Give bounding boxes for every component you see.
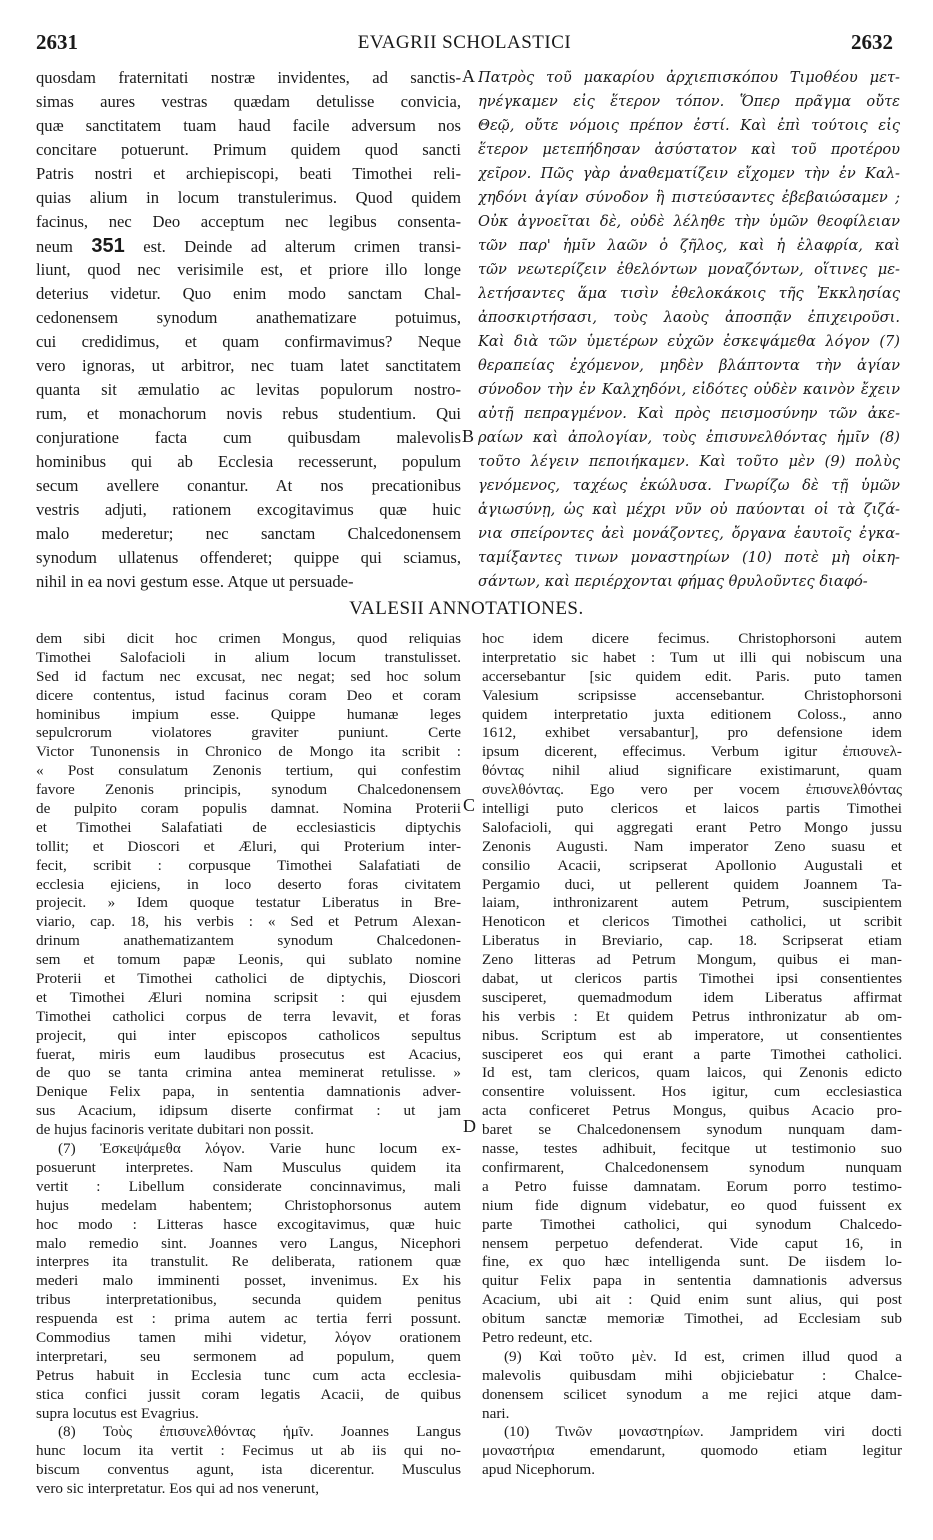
note-line: hunc locum ita vertit : Fecimus ut ab iis qui no- bbox=[36, 1442, 461, 1460]
note-line: quidem interpretatio juxta editionem Coloss., anno bbox=[482, 705, 902, 723]
note-line: interpretari, seu sermonem ad populum, quem bbox=[36, 1347, 461, 1365]
greek-text-line: λετήσαντες ἅμα τισὶν ἐθελοκάκοις τῆς Ἐκκλησίας bbox=[478, 285, 900, 302]
note-line: supra locutus est Evagrius. bbox=[36, 1404, 199, 1422]
notes-right-column bbox=[482, 630, 902, 1480]
greek-text-line: αὐτῇ πεπραγμένον. Καὶ πρὸς πεισμοσύνην τῶν ἀκε- bbox=[478, 405, 900, 422]
note-line: (10) Τινῶν μοναστηρίων. Jampridem viri docti bbox=[504, 1423, 902, 1441]
latin-text-line: Patris nostri et archiepiscopi, beati Timothei reli- bbox=[36, 164, 461, 183]
note-line: intelligi puto clericos et laicos partis Timothei bbox=[482, 800, 902, 818]
note-line: Zeno litteras ad Petrum Mongum, quibus ei man- bbox=[482, 951, 902, 969]
note-line: θόντας nihil aliud significare existimarunt, quam bbox=[482, 762, 902, 780]
note-line: fecit, scribit : corpusque Timothei Salafatiati de bbox=[36, 856, 461, 874]
note-line: (7) Ἐσκεψάμεθα λόγον. Varie hunc locum ex- bbox=[58, 1140, 461, 1158]
latin-text-line: cui credidimus, et quam confirmavimus? Neque bbox=[36, 332, 461, 351]
note-line: Timothei Salofacioli in alium locum transtulisset. bbox=[36, 648, 461, 666]
greek-text-line: χεῖρον. Πῶς γὰρ ἀναθεματίζειν εἴχομεν τὴν ἐν Καλ- bbox=[478, 165, 900, 182]
greek-text-column bbox=[478, 66, 900, 594]
note-line: hominibus impium esse. Quippe humanæ leges bbox=[36, 705, 461, 723]
note-line: respuenda est : prima autem ac tertia ferri possunt. bbox=[36, 1310, 461, 1328]
note-line: Timothei catholici corpus de terra levavit, et foras bbox=[36, 1007, 461, 1025]
note-line: projecit, qui inter episcopos catholicos sepultus bbox=[36, 1026, 461, 1044]
greek-text-line: ηνέγκαμεν εἰς ἕτερον τόπον. Ὅπερ πρᾶγμα οὔτε bbox=[478, 93, 900, 110]
note-line: acta conficeret Petrus Mongus, quibus Acacio pro- bbox=[482, 1102, 902, 1120]
greek-text-line: Θεῷ, οὔτε νόμοις πρέπον ἐστί. Καὶ ἐπὶ τούτοις εἰς bbox=[478, 117, 900, 134]
note-line: mederi malo imminenti posset, invenimus. Ex his bbox=[36, 1272, 461, 1290]
notes-left-column bbox=[36, 630, 461, 1499]
greek-text-line: γενόμενος, ταχέως ἐκώλυσα. Γνωρίζω δὲ τῇ ὑμῶν bbox=[478, 477, 900, 494]
greek-text-line: σάντων, καὶ περιέρχονται φήμας θρυλοῦντες διαφό- bbox=[478, 573, 868, 590]
note-line: quitur Felix papa in sententia damnationis adversus bbox=[482, 1272, 902, 1290]
latin-text-line: vero ignoras, ut arbitror, nec tuam latet sanctitatem bbox=[36, 356, 461, 375]
note-line: « Post consulatum Zenonis tertium, qui confestim bbox=[36, 762, 461, 780]
note-line: dabat, ut clericos partis Timothei ipsi consentientes bbox=[482, 970, 902, 988]
greek-text-line: Πατρὸς τοῦ μακαρίου ἀρχιεπισκόπου Τιμοθέου μετ- bbox=[478, 69, 900, 86]
latin-text-line: rum, et monachorum novis rebus studentium. Qui bbox=[36, 404, 461, 423]
note-line: donensem scilicet synodum a me rejici atque dam- bbox=[482, 1385, 902, 1403]
note-line: Zenonis Augusti. Nam imperator Zeno suasu et bbox=[482, 837, 902, 855]
note-line: (8) Τοὺς ἐπισυνελθόντας ἡμῖν. Joannes Langus bbox=[58, 1423, 461, 1441]
note-line: malo remedio sint. Joannes vero Langus, Nicephori bbox=[36, 1234, 461, 1252]
greek-text-line: σύνοδον τὴν ἐν Καλχηδόνι, εἰδότες οὐδὲν καινὸν ἔχειν bbox=[478, 381, 900, 398]
note-line: stica confici jussit coram legatis Acacii, de quibus bbox=[36, 1385, 461, 1403]
note-line: interpretatio sic habet : Tum ut illi qui nobiscum una bbox=[482, 648, 902, 666]
note-line: et Timothei Salafatiati de ecclesiasticis diptychis bbox=[36, 818, 461, 836]
note-line: Petrus habuit in Ecclesia tunc cum acta ecclesia- bbox=[36, 1366, 461, 1384]
greek-text-line: νια σπείροντες ἀεὶ μονάζοντες, ὄργανα ἑαυτοῖς ἐγκα- bbox=[478, 525, 900, 542]
note-line: susciperet, quemadmodum idem Liberatus affirmat bbox=[482, 988, 902, 1006]
note-line: Petro redeunt, etc. bbox=[482, 1328, 593, 1346]
note-line: de hujus facinoris veritate dubitari non possit. bbox=[36, 1121, 314, 1139]
latin-text-line: hominibus qui ab Ecclesia recesserunt, populum bbox=[36, 452, 461, 471]
column-number-left: 2631 bbox=[36, 30, 78, 54]
note-line: drinum anathematizantem synodum Chalcedonen- bbox=[36, 932, 461, 950]
latin-text-line: vestris adjuti, rationem excogitavimus quæ huic bbox=[36, 500, 461, 519]
latin-text-line: simas aures vestras quædam detulisse convicia, bbox=[36, 92, 461, 111]
note-line: Sed id factum nec excusat, nec negat; sed hoc solum bbox=[36, 667, 461, 685]
note-line: nasse, testes adhibuit, fecitque ut testimonio suo bbox=[482, 1140, 902, 1158]
note-line: Commodius tamen mihi videtur, λόγον orationem bbox=[36, 1328, 461, 1346]
note-line: ecclesia ejiciens, in loco deserto foras civitatem bbox=[36, 875, 461, 893]
note-line: Victor Tunonensis in Chronico de Mongo ita scribit : bbox=[36, 743, 461, 761]
note-line: sem et tomum papæ Leonis, qui sublato nomine bbox=[36, 951, 461, 969]
margin-letter-a: A bbox=[462, 66, 475, 86]
latin-text-line: liunt, quod nec verisimile est, et priore illo longe bbox=[36, 260, 461, 279]
note-line: confirmarent, Chalcedonensem synodum nunquam bbox=[482, 1158, 902, 1176]
note-line: consilio Acacii, scripserat Apollonio Augustali et bbox=[482, 856, 902, 874]
note-line: sepulcrorum violatores graviter puniunt. Certe bbox=[36, 724, 461, 742]
latin-text-line: quias alium in locum transtulerimus. Quod quidem bbox=[36, 188, 461, 207]
latin-text-line: nihil in ea novi gestum esse. Atque ut persuade- bbox=[36, 572, 354, 591]
margin-letter-b: B bbox=[462, 426, 475, 446]
note-line: Salofacioli, qui aggregati erant Petro Mongo jussu bbox=[482, 818, 902, 836]
note-line: parte Timothei catholici, qui synodum Chalcedo- bbox=[482, 1215, 902, 1233]
latin-text-line: quanta sit æmulatio ac levitas populorum nostro- bbox=[36, 380, 461, 399]
note-line: malevolis quibusdam mihi objiciebatur : Chalce- bbox=[482, 1366, 902, 1384]
note-line: sus Acacium, idipsum diserte confirmat : ut jam bbox=[36, 1102, 461, 1120]
latin-text-line: cedonensem synodum anathematizare potuimus, bbox=[36, 308, 461, 327]
note-line: συνελθόντας. Ego vero per vocem ἐπισυνελθόντας bbox=[482, 781, 902, 799]
latin-text-column bbox=[36, 66, 461, 594]
note-line: de quo se tanta crimina antea meminerat retulisse. » bbox=[36, 1064, 461, 1082]
note-line: nari. bbox=[482, 1404, 510, 1422]
latin-text-line: conjuratione facta cum quibusdam malevolis bbox=[36, 428, 461, 447]
page-header bbox=[36, 30, 893, 60]
greek-text-line: ταμίξαντες τινων μοναστηρίων (10) ποτὲ μὴ οἰκη- bbox=[478, 549, 900, 566]
note-line: (9) Καὶ τοῦτο μὲν. Id est, crimen illud quod a bbox=[504, 1347, 902, 1365]
note-line: tollit; et Dioscori et Æluri, qui Proterium inter- bbox=[36, 837, 461, 855]
note-line: nensem perpetuo defenderat. Vide caput 16, in bbox=[482, 1234, 902, 1252]
latin-text-line: quæ sanctitatem tuam haud facile adversum nos bbox=[36, 116, 461, 135]
greek-text-line: ἕτερον μετεπήδησαν ἀσύστατον καὶ τοῦ προτέρου bbox=[478, 141, 900, 158]
margin-letter-c: C bbox=[463, 795, 476, 815]
note-line: biscum conventus agunt, ista dicerentur. Musculus bbox=[36, 1461, 461, 1479]
latin-text-line: facinus, nec Deo acceptum nec legibus consenta- bbox=[36, 212, 461, 231]
greek-text-line: ἁγιωσύνῃ, ὡς καὶ μέχρι νῦν οὐ παύονται οἱ τὰ ζιζά- bbox=[478, 501, 900, 518]
inline-column-number: 351 bbox=[91, 235, 125, 257]
note-line: Henoticon et clericos Timothei catholici, ut scribit bbox=[482, 913, 902, 931]
latin-text-line: synodum ullatenus offenderet; quippe qui sciamus, bbox=[36, 548, 461, 567]
running-title: EVAGRII SCHOLASTICI bbox=[357, 32, 572, 53]
note-line: a Petro fuisse damnatam. Eorum porro testimo- bbox=[482, 1177, 902, 1195]
greek-text-line: Οὐκ ἀγνοεῖται δὲ, οὐδὲ λέληθε τὴν ὑμῶν θεοφίλειαν bbox=[478, 213, 900, 230]
greek-text-line: Καὶ διὰ τῶν ὑμετέρων εὐχῶν ἐσκεψάμεθα λόγον (7) bbox=[478, 333, 900, 350]
latin-text-line: secum avellere conantur. At nos precationibus bbox=[36, 476, 461, 495]
note-line: obitum sanctæ memoriæ Timothei, ad Ecclesiam sub bbox=[482, 1310, 902, 1328]
note-line: 1612, exhibet versabantur], pro defensione idem bbox=[482, 724, 902, 742]
note-line: nibus. Scriptum est ab imperatore, ut consentientes bbox=[482, 1026, 902, 1044]
greek-text-line: τῶν παρ' ἡμῖν λαῶν ὁ ζῆλος, καὶ ἡ ἐλαφρία, καὶ bbox=[478, 237, 900, 254]
latin-text-line: quosdam fraternitati nostræ invidentes, ad sanctis- bbox=[36, 68, 461, 87]
note-line: baret se Chalcedonensem synodum nunquam dam- bbox=[482, 1121, 902, 1139]
note-line: de pulpito coram populis damnat. Nomina Proterii bbox=[36, 800, 461, 818]
latin-text-line: neum 351 est. Deinde ad alterum crimen transi- bbox=[36, 235, 461, 257]
greek-text-line: θεραπείας ἐχόμενον, μηδὲν βλάπτοντα τὴν ἁγίαν bbox=[478, 357, 900, 374]
latin-text-line: malo mederetur; nec sanctam Chalcedonensem bbox=[36, 524, 461, 543]
note-line: projecit. » Idem quoque testatur Liberatus in Bre- bbox=[36, 894, 461, 912]
note-line: hoc idem dicere fecimus. Christophorsoni autem bbox=[482, 630, 902, 647]
greek-text-line: χηδόνι ἁγίαν σύνοδον ἣ πιστεύσαντες ἐβεβαιώσαμεν ; bbox=[478, 189, 900, 206]
note-line: accersebantur [sic quidem edit. Paris. puto tamen bbox=[482, 667, 902, 685]
greek-text-line: ραίων καὶ ἀπολογίαν, τοὺς ἐπισυνελθόντας ἡμῖν (8) bbox=[478, 429, 900, 446]
greek-text-line: ἀποσκιρτήσασι, τοὺς λαοὺς ἀποσπᾷν ἐπιχειροῦσι. bbox=[478, 309, 900, 326]
note-line: consentire voluissent. Hos igitur, cum ecclesiastica bbox=[482, 1083, 902, 1101]
note-line: posuerunt interpretes. Nam Musculus quidem ita bbox=[36, 1158, 461, 1176]
note-line: Id est, tam clericos, quam laicos, qui Zenonis edicto bbox=[482, 1064, 902, 1082]
note-line: dem sibi dicit hoc crimen Mongus, quod reliquias bbox=[36, 630, 461, 647]
note-line: μοναστήρια emendarunt, quomodo etiam legitur bbox=[482, 1442, 902, 1460]
greek-text-line: τοῦτο λέγειν πεποιήκαμεν. Καὶ τοῦτο μὲν (9) πολὺς bbox=[478, 453, 900, 470]
note-line: fine, ex quo hæc intelligenda sunt. De iisdem lo- bbox=[482, 1253, 902, 1271]
note-line: dicere contentus, istud facinus coram Deo et coram bbox=[36, 686, 461, 704]
note-line: interpres ita transtulit. Re deliberata, rationem quæ bbox=[36, 1253, 461, 1271]
note-line: et Timothei Æluri nomina scripsit : qui ejusdem bbox=[36, 988, 461, 1006]
latin-text-line: concitare potuerunt. Primum quidem quod sancti bbox=[36, 140, 461, 159]
note-line: Denique Felix papa, in sententia damnationis adver- bbox=[36, 1083, 461, 1101]
note-line: laiam, inthronizarent autem Petrum, suscipientem bbox=[482, 894, 902, 912]
note-line: viario, cap. 18, his verbis : « Sed et Petrum Alexan- bbox=[36, 913, 461, 931]
column-number-right: 2632 bbox=[851, 30, 893, 54]
note-line: his verbis : Et quidem Petrus inthronizatur ab om- bbox=[482, 1007, 902, 1025]
greek-text-line: τῶν νεωτερίζειν ἐθελόντων μοναζόντων, οἵτινες με- bbox=[478, 261, 900, 278]
note-line: vero sic interpretatur. Eos qui ad nos venerunt, bbox=[36, 1480, 319, 1498]
note-line: vertit : Libellum considerate concinnavimus, mali bbox=[36, 1177, 461, 1195]
note-line: favore Zenonis principis, synodum Chalcedonensem bbox=[36, 781, 461, 799]
margin-letter-d: D bbox=[463, 1116, 476, 1136]
note-line: Acacium, ubi ait : Quid enim sunt alius, qui post bbox=[482, 1291, 902, 1309]
latin-text-line: deterius videtur. Quo enim modo sanctam Chal- bbox=[36, 284, 461, 303]
note-line: fuerat, miris eum laudibus prosecutus est Acacius, bbox=[36, 1045, 461, 1063]
note-line: Pergamio duci, ut pellerent quidem Joannem Ta- bbox=[482, 875, 902, 893]
note-line: Proterii et Timothei catholici de diptychis, Dioscori bbox=[36, 970, 461, 988]
note-line: tribus interpretationibus, secunda quidem penitus bbox=[36, 1291, 461, 1309]
note-line: hujus medelam habentem; Christophorsonus autem bbox=[36, 1196, 461, 1214]
note-line: ipsum dicerent, effecimus. Verbum igitur ἐπισυνελ- bbox=[482, 743, 902, 761]
note-line: nium fide dignum videbatur, eo quod fuissent ex bbox=[482, 1196, 902, 1214]
note-line: Liberatus in Breviario, cap. 18. Scripserat etiam bbox=[482, 932, 902, 950]
note-line: hoc modo : Litteras hasce excogitavimus, quæ huic bbox=[36, 1215, 461, 1233]
annotations-title: VALESII ANNOTATIONES. bbox=[349, 598, 584, 619]
note-line: apud Nicephorum. bbox=[482, 1461, 596, 1479]
note-line: Valesium scripsisse accensebantur. Christophorsoni bbox=[482, 686, 902, 704]
note-line: susciperet eos qui erant a parte Timothei catholici. bbox=[482, 1045, 902, 1063]
